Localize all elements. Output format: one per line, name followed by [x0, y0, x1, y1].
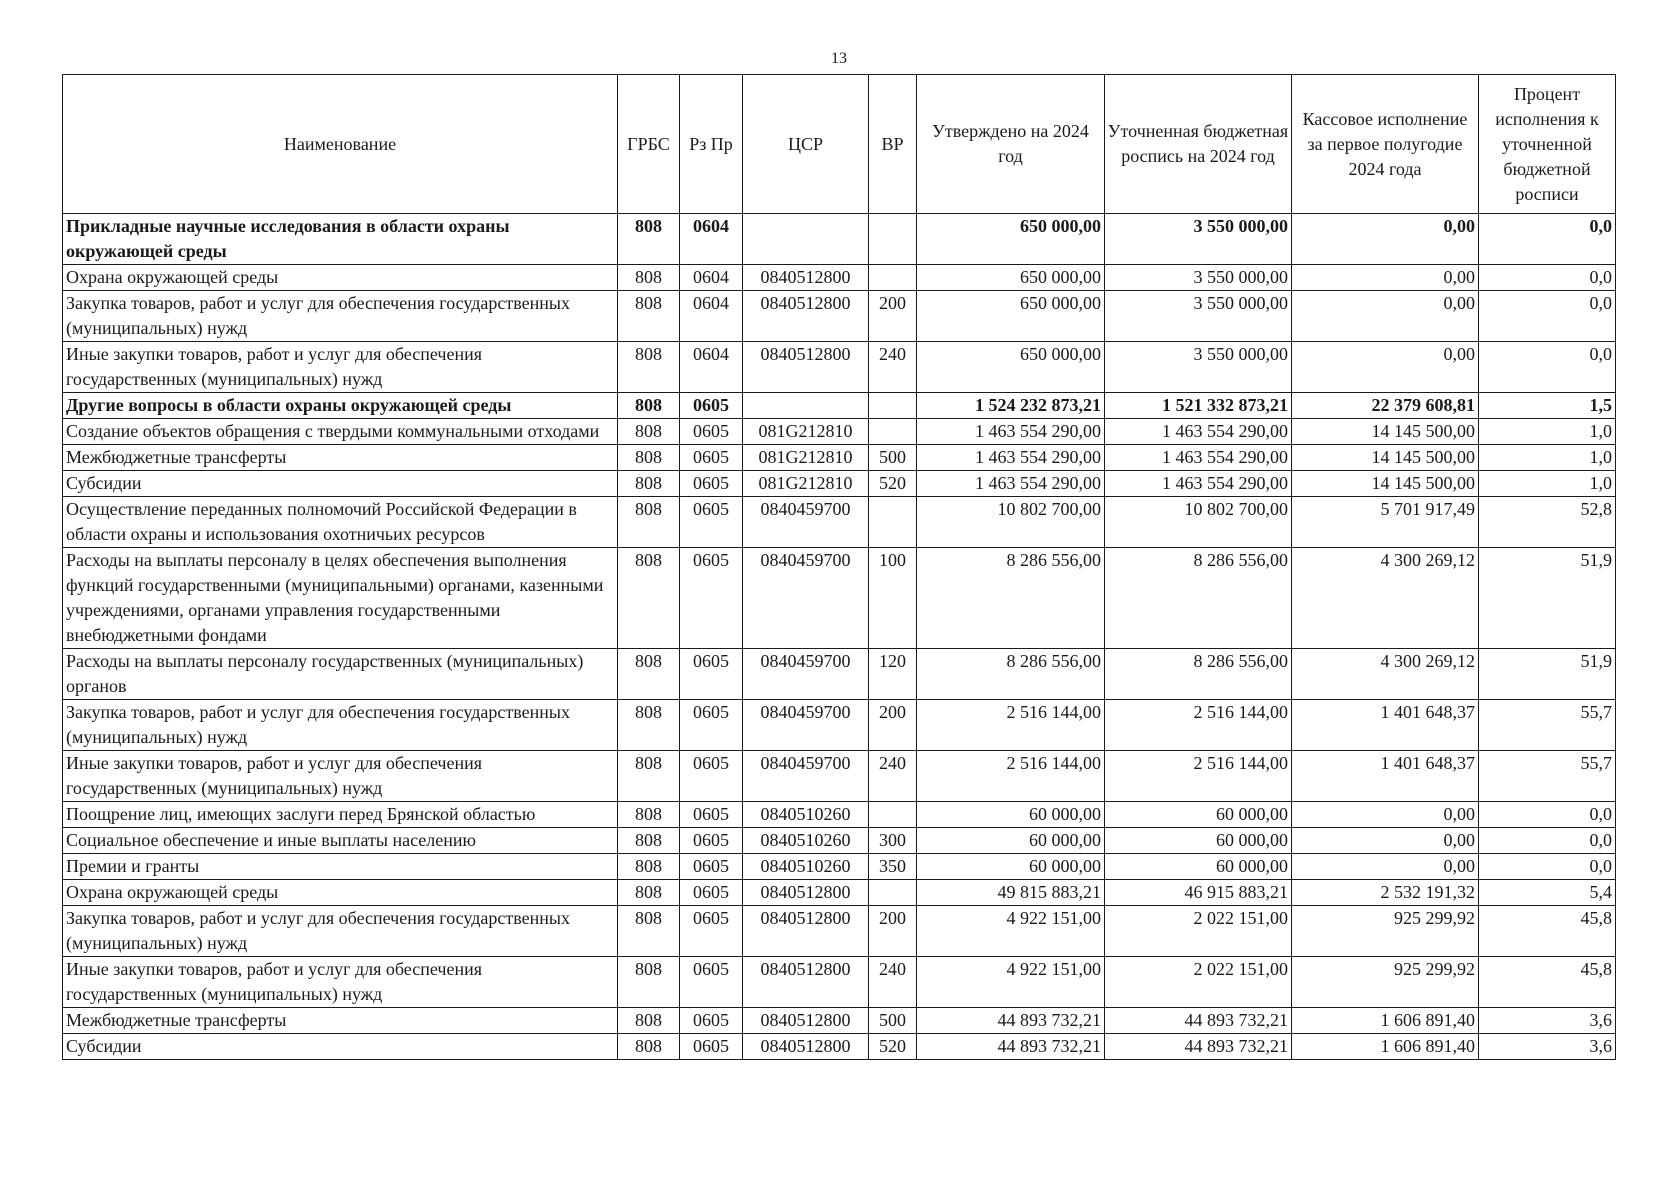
cell-vr: 240: [869, 751, 917, 802]
cell-approved: 60 000,00: [917, 854, 1105, 880]
cell-grbs: 808: [618, 854, 680, 880]
cell-rzpr: 0605: [680, 854, 743, 880]
cell-approved: 60 000,00: [917, 828, 1105, 854]
cell-csr: 0840459700: [743, 751, 869, 802]
cell-refined: 1 463 554 290,00: [1105, 445, 1292, 471]
cell-vr: [869, 497, 917, 548]
cell-approved: 650 000,00: [917, 291, 1105, 342]
cell-csr: 0840512800: [743, 880, 869, 906]
cell-percent: 55,7: [1479, 700, 1616, 751]
table-row: [63, 802, 1616, 828]
cell-percent: 3,6: [1479, 1034, 1616, 1060]
cell-cash: 0,00: [1292, 265, 1479, 291]
cell-refined: 3 550 000,00: [1105, 265, 1292, 291]
cell-cash: 1 606 891,40: [1292, 1034, 1479, 1060]
cell-approved: 4 922 151,00: [917, 906, 1105, 957]
table-row: [63, 548, 1616, 649]
cell-refined: 2 022 151,00: [1105, 957, 1292, 1008]
table-row: [63, 854, 1616, 880]
table-row: [63, 880, 1616, 906]
cell-vr: 200: [869, 291, 917, 342]
cell-rzpr: 0605: [680, 419, 743, 445]
header-percent: Процент исполнения к уточненной бюджетной росписи: [1479, 75, 1616, 214]
cell-grbs: 808: [618, 649, 680, 700]
cell-vr: 200: [869, 906, 917, 957]
cell-name: Расходы на выплаты персоналу государственных (муниципальных) органов: [63, 649, 618, 700]
cell-percent: 52,8: [1479, 497, 1616, 548]
cell-refined: 44 893 732,21: [1105, 1034, 1292, 1060]
cell-percent: 51,9: [1479, 548, 1616, 649]
cell-name: Иные закупки товаров, работ и услуг для обеспечения государственных (муниципальных) нужд: [63, 751, 618, 802]
cell-vr: 200: [869, 700, 917, 751]
header-csr: ЦСР: [743, 75, 869, 214]
cell-grbs: 808: [618, 548, 680, 649]
cell-grbs: 808: [618, 497, 680, 548]
cell-csr: 0840459700: [743, 548, 869, 649]
cell-refined: 60 000,00: [1105, 802, 1292, 828]
cell-percent: 1,0: [1479, 445, 1616, 471]
cell-refined: 10 802 700,00: [1105, 497, 1292, 548]
cell-rzpr: 0604: [680, 342, 743, 393]
cell-cash: 0,00: [1292, 214, 1479, 265]
header-vr: ВР: [869, 75, 917, 214]
cell-csr: 0840510260: [743, 828, 869, 854]
cell-percent: 0,0: [1479, 214, 1616, 265]
cell-name: Иные закупки товаров, работ и услуг для обеспечения государственных (муниципальных) нужд: [63, 957, 618, 1008]
table-row: [63, 393, 1616, 419]
cell-grbs: 808: [618, 419, 680, 445]
cell-percent: 45,8: [1479, 906, 1616, 957]
cell-csr: 0840512800: [743, 342, 869, 393]
cell-refined: 46 915 883,21: [1105, 880, 1292, 906]
cell-refined: 8 286 556,00: [1105, 548, 1292, 649]
cell-grbs: 808: [618, 1008, 680, 1034]
cell-cash: 14 145 500,00: [1292, 445, 1479, 471]
cell-name: Премии и гранты: [63, 854, 618, 880]
cell-rzpr: 0605: [680, 700, 743, 751]
table-row: [63, 419, 1616, 445]
cell-vr: 500: [869, 445, 917, 471]
cell-cash: 1 606 891,40: [1292, 1008, 1479, 1034]
table-row: [63, 906, 1616, 957]
cell-name: Иные закупки товаров, работ и услуг для обеспечения государственных (муниципальных) нужд: [63, 342, 618, 393]
table-row: [63, 1034, 1616, 1060]
cell-rzpr: 0605: [680, 548, 743, 649]
cell-name: Субсидии: [63, 471, 618, 497]
cell-name: Закупка товаров, работ и услуг для обеспечения государственных (муниципальных) нужд: [63, 700, 618, 751]
cell-vr: 500: [869, 1008, 917, 1034]
cell-percent: 0,0: [1479, 802, 1616, 828]
budget-table: [62, 74, 1616, 1060]
cell-cash: 4 300 269,12: [1292, 649, 1479, 700]
cell-percent: 45,8: [1479, 957, 1616, 1008]
cell-percent: 0,0: [1479, 342, 1616, 393]
cell-grbs: 808: [618, 906, 680, 957]
cell-rzpr: 0605: [680, 751, 743, 802]
cell-percent: 0,0: [1479, 828, 1616, 854]
cell-name: Осуществление переданных полномочий Российской Федерации в области охраны и использования охотничьих ресурсов: [63, 497, 618, 548]
cell-name: Поощрение лиц, имеющих заслуги перед Брянской областью: [63, 802, 618, 828]
table-row: [63, 471, 1616, 497]
cell-vr: [869, 393, 917, 419]
cell-grbs: 808: [618, 393, 680, 419]
cell-rzpr: 0605: [680, 802, 743, 828]
table-row: [63, 291, 1616, 342]
cell-approved: 10 802 700,00: [917, 497, 1105, 548]
cell-csr: 0840512800: [743, 265, 869, 291]
cell-percent: 51,9: [1479, 649, 1616, 700]
cell-grbs: 808: [618, 880, 680, 906]
cell-rzpr: 0605: [680, 957, 743, 1008]
cell-name: Межбюджетные трансферты: [63, 1008, 618, 1034]
cell-refined: 3 550 000,00: [1105, 342, 1292, 393]
cell-grbs: 808: [618, 445, 680, 471]
header-cash: Кассовое исполнение за первое полугодие 2024 года: [1292, 75, 1479, 214]
cell-name: Расходы на выплаты персоналу в целях обеспечения выполнения функций государственными (муниципальными) органами, казенными учреждениями, органами управления государственными внебюджетными фондами: [63, 548, 618, 649]
cell-refined: 3 550 000,00: [1105, 214, 1292, 265]
cell-cash: 22 379 608,81: [1292, 393, 1479, 419]
cell-csr: [743, 393, 869, 419]
cell-cash: 0,00: [1292, 854, 1479, 880]
cell-percent: 3,6: [1479, 1008, 1616, 1034]
cell-csr: 0840459700: [743, 497, 869, 548]
cell-rzpr: 0605: [680, 445, 743, 471]
cell-refined: 60 000,00: [1105, 854, 1292, 880]
cell-cash: 4 300 269,12: [1292, 548, 1479, 649]
cell-name: Прикладные научные исследования в области охраны окружающей среды: [63, 214, 618, 265]
table-header: [63, 75, 1616, 214]
cell-vr: 240: [869, 342, 917, 393]
cell-grbs: 808: [618, 828, 680, 854]
table-row: [63, 497, 1616, 548]
cell-percent: 1,0: [1479, 419, 1616, 445]
table-row: [63, 828, 1616, 854]
cell-refined: 2 516 144,00: [1105, 700, 1292, 751]
cell-refined: 1 463 554 290,00: [1105, 419, 1292, 445]
cell-percent: 0,0: [1479, 854, 1616, 880]
cell-vr: [869, 802, 917, 828]
cell-vr: [869, 214, 917, 265]
header-refined: Уточненная бюджетная роспись на 2024 год: [1105, 75, 1292, 214]
header-rzpr: Рз Пр: [680, 75, 743, 214]
cell-rzpr: 0604: [680, 265, 743, 291]
cell-csr: 0840510260: [743, 854, 869, 880]
cell-name: Закупка товаров, работ и услуг для обеспечения государственных (муниципальных) нужд: [63, 906, 618, 957]
cell-refined: 2 022 151,00: [1105, 906, 1292, 957]
cell-approved: 650 000,00: [917, 214, 1105, 265]
cell-csr: 0840510260: [743, 802, 869, 828]
cell-cash: 0,00: [1292, 802, 1479, 828]
cell-rzpr: 0605: [680, 497, 743, 548]
cell-grbs: 808: [618, 802, 680, 828]
cell-csr: 081G212810: [743, 445, 869, 471]
cell-grbs: 808: [618, 700, 680, 751]
cell-approved: 44 893 732,21: [917, 1008, 1105, 1034]
cell-csr: [743, 214, 869, 265]
cell-vr: 350: [869, 854, 917, 880]
cell-percent: 1,5: [1479, 393, 1616, 419]
cell-name: Охрана окружающей среды: [63, 880, 618, 906]
cell-vr: 120: [869, 649, 917, 700]
cell-grbs: 808: [618, 957, 680, 1008]
cell-approved: 1 463 554 290,00: [917, 445, 1105, 471]
cell-rzpr: 0605: [680, 828, 743, 854]
cell-cash: 1 401 648,37: [1292, 751, 1479, 802]
cell-approved: 4 922 151,00: [917, 957, 1105, 1008]
cell-grbs: 808: [618, 291, 680, 342]
cell-refined: 60 000,00: [1105, 828, 1292, 854]
table-row: [63, 265, 1616, 291]
cell-name: Социальное обеспечение и иные выплаты населению: [63, 828, 618, 854]
cell-cash: 0,00: [1292, 342, 1479, 393]
cell-cash: 1 401 648,37: [1292, 700, 1479, 751]
cell-csr: 0840512800: [743, 291, 869, 342]
cell-csr: 0840512800: [743, 1034, 869, 1060]
cell-csr: 081G212810: [743, 419, 869, 445]
cell-approved: 650 000,00: [917, 265, 1105, 291]
cell-rzpr: 0604: [680, 291, 743, 342]
table-row: [63, 214, 1616, 265]
cell-name: Другие вопросы в области охраны окружающей среды: [63, 393, 618, 419]
cell-csr: 0840512800: [743, 957, 869, 1008]
cell-vr: 300: [869, 828, 917, 854]
cell-rzpr: 0605: [680, 880, 743, 906]
cell-name: Межбюджетные трансферты: [63, 445, 618, 471]
cell-refined: 2 516 144,00: [1105, 751, 1292, 802]
cell-rzpr: 0605: [680, 649, 743, 700]
header-grbs: ГРБС: [618, 75, 680, 214]
cell-approved: 60 000,00: [917, 802, 1105, 828]
cell-cash: 0,00: [1292, 291, 1479, 342]
cell-rzpr: 0605: [680, 393, 743, 419]
cell-approved: 44 893 732,21: [917, 1034, 1105, 1060]
cell-approved: 1 524 232 873,21: [917, 393, 1105, 419]
table-body: [63, 214, 1616, 1060]
cell-grbs: 808: [618, 342, 680, 393]
cell-grbs: 808: [618, 471, 680, 497]
cell-csr: 0840512800: [743, 1008, 869, 1034]
cell-approved: 2 516 144,00: [917, 751, 1105, 802]
cell-name: Субсидии: [63, 1034, 618, 1060]
table-row: [63, 649, 1616, 700]
cell-grbs: 808: [618, 214, 680, 265]
cell-refined: 8 286 556,00: [1105, 649, 1292, 700]
cell-percent: 0,0: [1479, 291, 1616, 342]
cell-percent: 5,4: [1479, 880, 1616, 906]
cell-rzpr: 0604: [680, 214, 743, 265]
cell-refined: 3 550 000,00: [1105, 291, 1292, 342]
table-row: [63, 700, 1616, 751]
cell-approved: 2 516 144,00: [917, 700, 1105, 751]
cell-rzpr: 0605: [680, 471, 743, 497]
header-name: Наименование: [63, 75, 618, 214]
cell-cash: 0,00: [1292, 828, 1479, 854]
header-approved: Утверждено на 2024 год: [917, 75, 1105, 214]
table-row: [63, 342, 1616, 393]
cell-name: Создание объектов обращения с твердыми коммунальными отходами: [63, 419, 618, 445]
cell-rzpr: 0605: [680, 906, 743, 957]
cell-rzpr: 0605: [680, 1008, 743, 1034]
cell-cash: 2 532 191,32: [1292, 880, 1479, 906]
cell-approved: 8 286 556,00: [917, 649, 1105, 700]
cell-percent: 1,0: [1479, 471, 1616, 497]
cell-approved: 49 815 883,21: [917, 880, 1105, 906]
cell-cash: 925 299,92: [1292, 906, 1479, 957]
cell-name: Охрана окружающей среды: [63, 265, 618, 291]
cell-grbs: 808: [618, 265, 680, 291]
cell-approved: 650 000,00: [917, 342, 1105, 393]
cell-csr: 0840459700: [743, 649, 869, 700]
cell-refined: 44 893 732,21: [1105, 1008, 1292, 1034]
cell-csr: 0840512800: [743, 906, 869, 957]
cell-vr: 100: [869, 548, 917, 649]
page-number: 13: [831, 50, 847, 67]
cell-approved: 1 463 554 290,00: [917, 419, 1105, 445]
cell-cash: 5 701 917,49: [1292, 497, 1479, 548]
cell-name: Закупка товаров, работ и услуг для обеспечения государственных (муниципальных) нужд: [63, 291, 618, 342]
cell-csr: 081G212810: [743, 471, 869, 497]
cell-vr: [869, 419, 917, 445]
cell-csr: 0840459700: [743, 700, 869, 751]
cell-grbs: 808: [618, 1034, 680, 1060]
table-row: [63, 445, 1616, 471]
table-row: [63, 751, 1616, 802]
cell-refined: 1 463 554 290,00: [1105, 471, 1292, 497]
cell-vr: 520: [869, 1034, 917, 1060]
cell-percent: 0,0: [1479, 265, 1616, 291]
cell-vr: 240: [869, 957, 917, 1008]
cell-refined: 1 521 332 873,21: [1105, 393, 1292, 419]
cell-cash: 925 299,92: [1292, 957, 1479, 1008]
cell-vr: [869, 265, 917, 291]
cell-percent: 55,7: [1479, 751, 1616, 802]
cell-vr: [869, 880, 917, 906]
cell-cash: 14 145 500,00: [1292, 419, 1479, 445]
cell-rzpr: 0605: [680, 1034, 743, 1060]
cell-cash: 14 145 500,00: [1292, 471, 1479, 497]
table-row: [63, 1008, 1616, 1034]
table-row: [63, 957, 1616, 1008]
cell-approved: 8 286 556,00: [917, 548, 1105, 649]
cell-approved: 1 463 554 290,00: [917, 471, 1105, 497]
cell-grbs: 808: [618, 751, 680, 802]
cell-vr: 520: [869, 471, 917, 497]
